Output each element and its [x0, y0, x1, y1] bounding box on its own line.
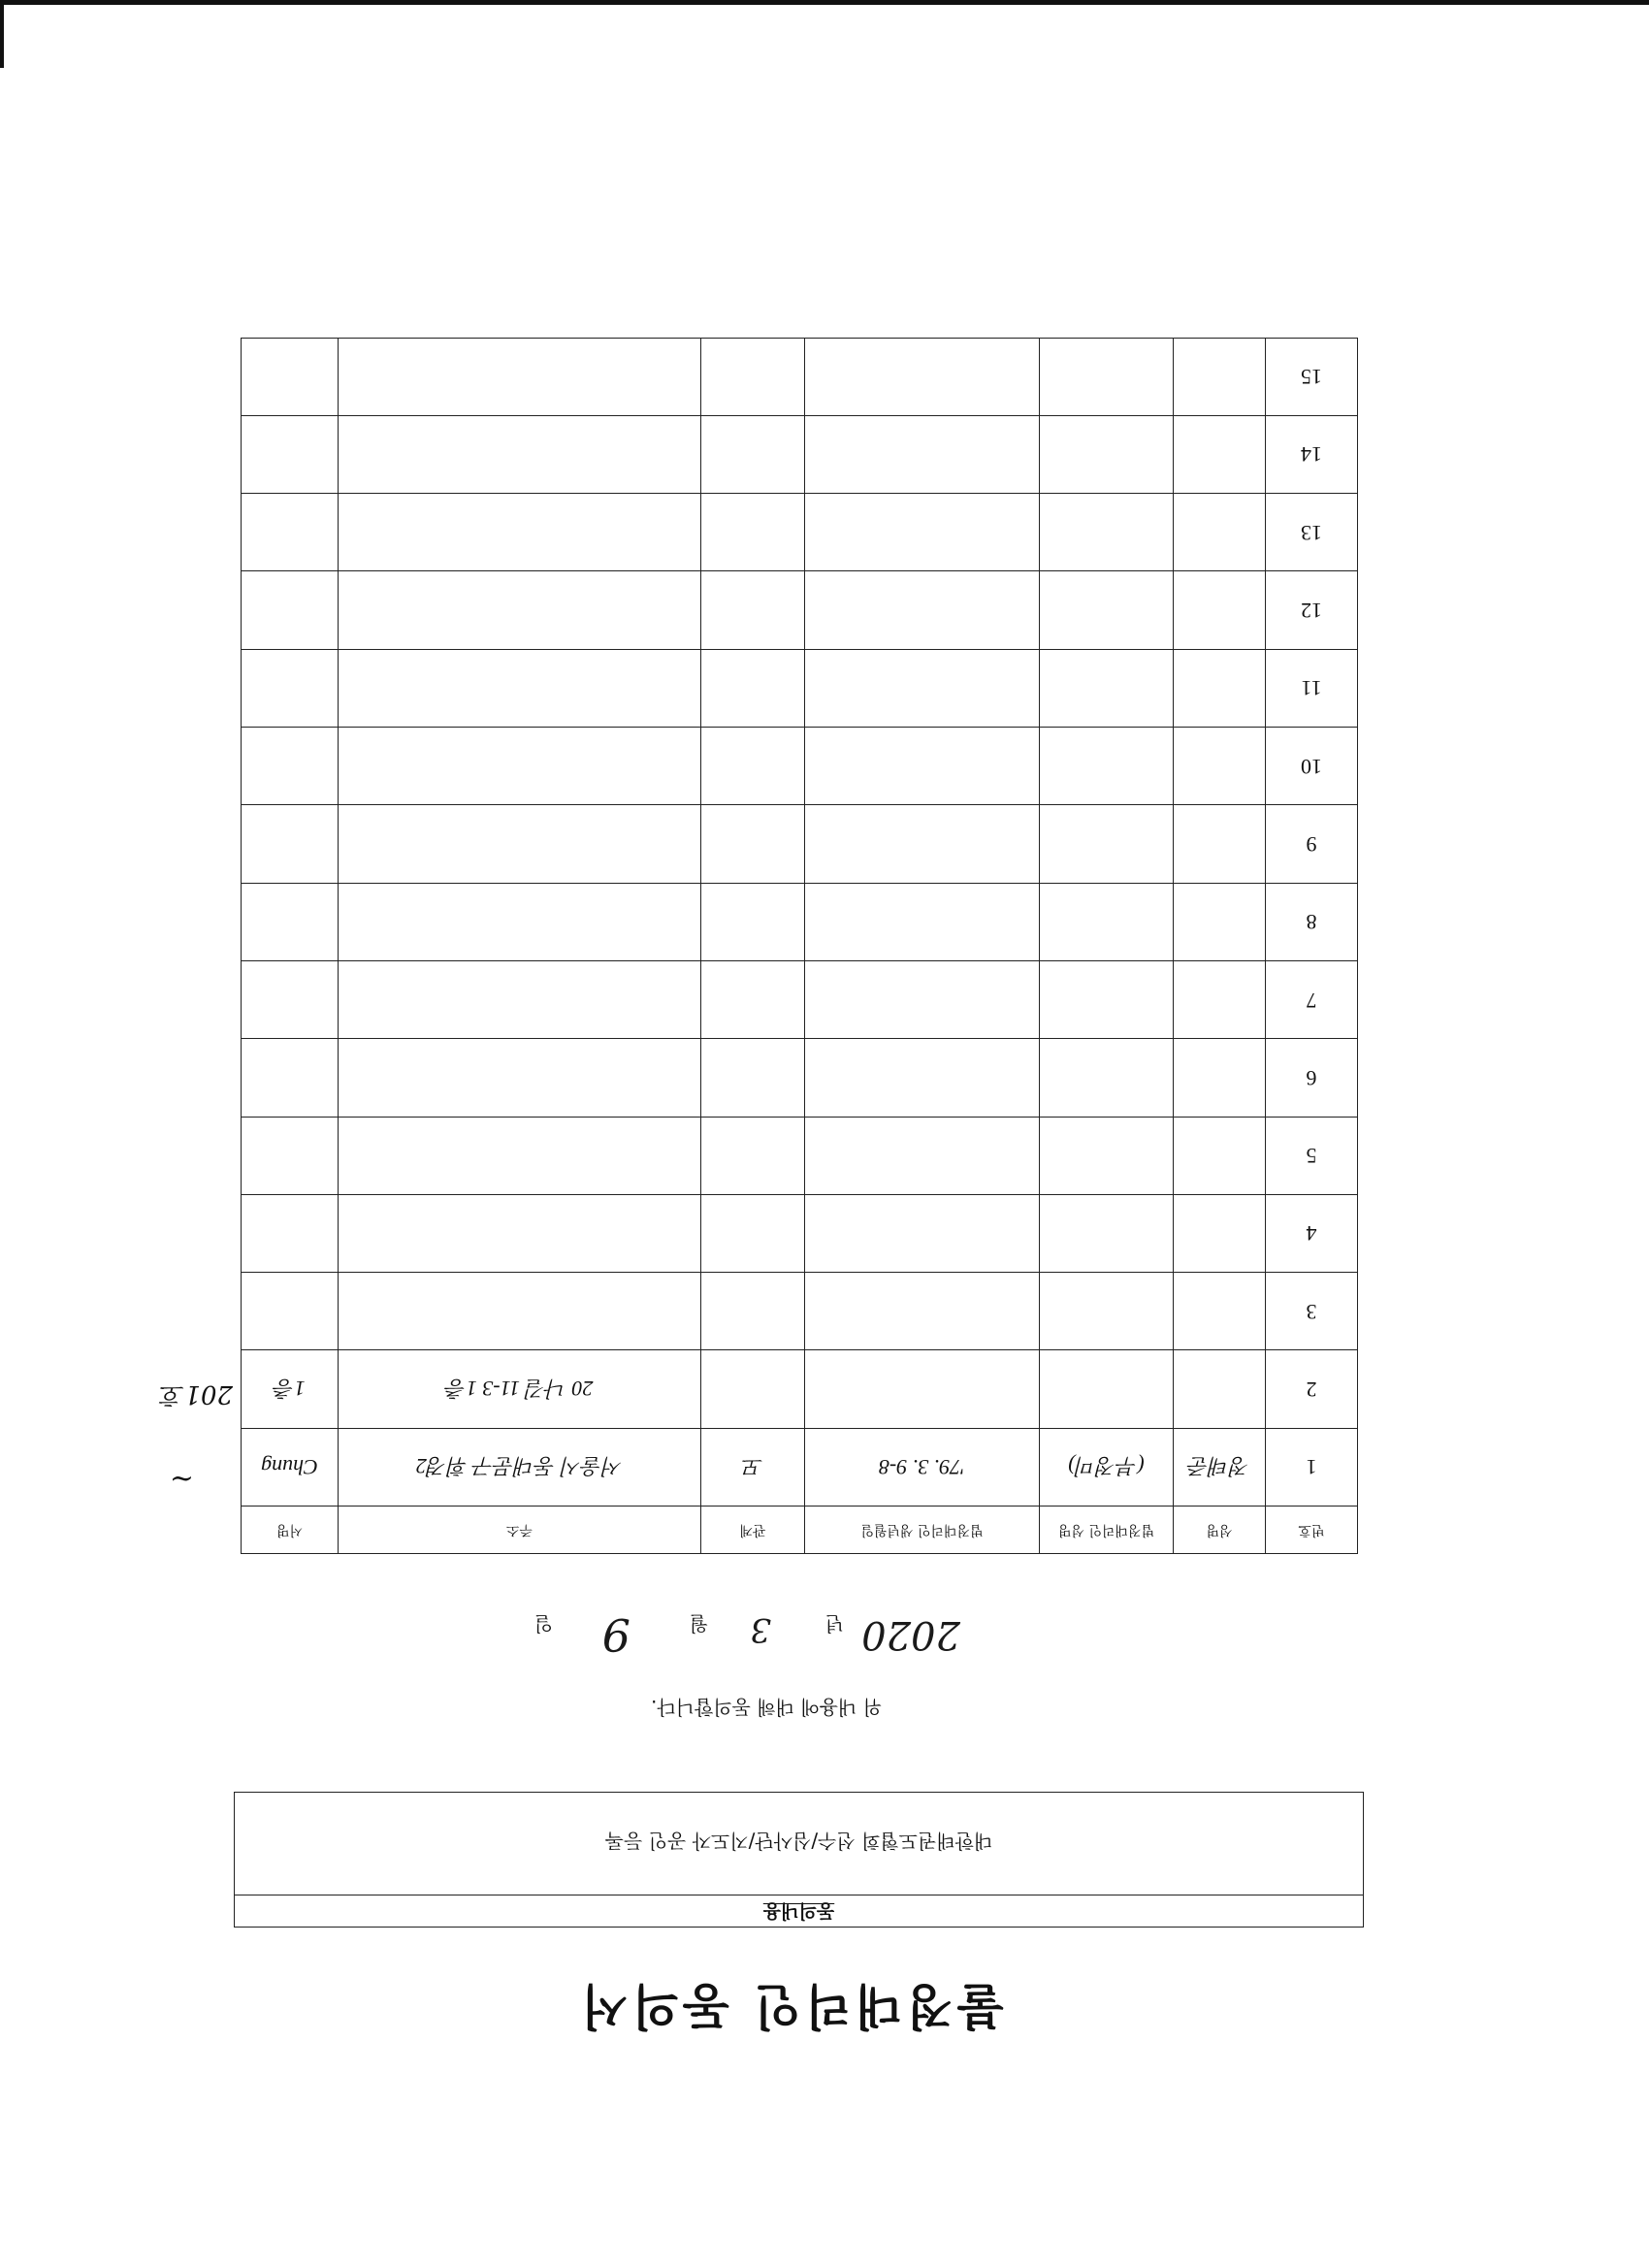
student-name-cell: [1174, 649, 1266, 727]
address-cell: [339, 1273, 701, 1350]
row-number-cell: 13: [1266, 494, 1358, 571]
guardian-birthdate-cell: [805, 883, 1040, 960]
relation-cell: [701, 728, 805, 805]
address-cell: [339, 415, 701, 493]
row-number-cell: 9: [1266, 805, 1358, 883]
row-number-cell: 3: [1266, 1273, 1358, 1350]
table-row: [242, 1117, 1358, 1194]
guardian-name-cell: [1040, 960, 1174, 1038]
relation-cell: [701, 338, 805, 415]
row-number-cell: 2: [1266, 1350, 1358, 1428]
address-cell: [339, 649, 701, 727]
signature-cell: 1층: [242, 1350, 339, 1428]
guardian-name-cell: [1040, 805, 1174, 883]
signature-cell: [242, 1273, 339, 1350]
relation-cell: [701, 960, 805, 1038]
relation-cell: [701, 805, 805, 883]
guardian-name-cell: [1040, 1039, 1174, 1117]
signature-overflow-mark: ~: [169, 1462, 194, 1496]
relation-cell: [701, 1273, 805, 1350]
table-row: [242, 1039, 1358, 1117]
guardian-name-cell: [1040, 415, 1174, 493]
guardian-name-cell: [1040, 494, 1174, 571]
relation-cell: [701, 494, 805, 571]
table-row: [242, 883, 1358, 960]
table-row: [242, 805, 1358, 883]
signature-cell: [242, 1117, 339, 1194]
row-number-cell: 12: [1266, 571, 1358, 649]
student-name-cell: [1174, 338, 1266, 415]
page-title: 불정대리인 동의서: [577, 1978, 1004, 2034]
header-signature: 서명: [242, 1507, 339, 1554]
relation-cell: 모: [701, 1428, 805, 1506]
student-name-cell: [1174, 1350, 1266, 1428]
date-year-unit: 년: [824, 1612, 844, 1636]
guardian-birthdate-cell: [805, 1273, 1040, 1350]
guardian-birthdate-cell: '79. 3. 9-8: [805, 1428, 1040, 1506]
row-number-cell: 7: [1266, 960, 1358, 1038]
student-name-cell: [1174, 728, 1266, 805]
table-row: [242, 338, 1358, 415]
guardian-birthdate-cell: [805, 649, 1040, 727]
guardian-name-cell: (부정미): [1040, 1428, 1174, 1506]
date-year: 2020: [861, 1612, 960, 1657]
signature-cell: [242, 728, 339, 805]
guardian-name-cell: [1040, 1194, 1174, 1272]
table-row: [242, 571, 1358, 649]
row-number-cell: 15: [1266, 338, 1358, 415]
row-number-cell: 1: [1266, 1428, 1358, 1506]
signature-cell: [242, 960, 339, 1038]
row-number-cell: 4: [1266, 1194, 1358, 1272]
row-number-cell: 10: [1266, 728, 1358, 805]
address-cell: [339, 883, 701, 960]
student-name-cell: [1174, 494, 1266, 571]
relation-cell: [701, 1350, 805, 1428]
date-month: 3: [750, 1610, 771, 1649]
guardian-birthdate-cell: [805, 494, 1040, 571]
guardian-birthdate-cell: [805, 1039, 1040, 1117]
relation-cell: [701, 571, 805, 649]
guardian-name-cell: [1040, 1273, 1174, 1350]
guardian-name-cell: [1040, 728, 1174, 805]
table-row: [242, 960, 1358, 1038]
guardian-birthdate-cell: [805, 960, 1040, 1038]
guardian-birthdate-cell: [805, 805, 1040, 883]
relation-cell: [701, 1117, 805, 1194]
student-name-cell: [1174, 883, 1266, 960]
student-name-cell: [1174, 805, 1266, 883]
signature-cell: [242, 883, 339, 960]
guardian-table: [241, 338, 1358, 1554]
address-cell: [339, 494, 701, 571]
table-row: [242, 728, 1358, 805]
row-number-cell: 5: [1266, 1117, 1358, 1194]
signature-cell: Chung: [242, 1428, 339, 1506]
row-number-cell: 6: [1266, 1039, 1358, 1117]
address-cell: [339, 805, 701, 883]
guardian-birthdate-cell: [805, 728, 1040, 805]
signature-cell: [242, 338, 339, 415]
student-name-cell: 정태준: [1174, 1428, 1266, 1506]
guardian-name-cell: [1040, 1350, 1174, 1428]
date-day-unit: 일: [534, 1612, 553, 1636]
guardian-birthdate-cell: [805, 415, 1040, 493]
address-cell: [339, 728, 701, 805]
date-day: 9: [601, 1608, 630, 1661]
header-relation: 관계: [701, 1507, 805, 1554]
guardian-birthdate-cell: [805, 1117, 1040, 1194]
signature-cell: [242, 649, 339, 727]
date-line: [485, 1599, 1028, 1661]
relation-cell: [701, 883, 805, 960]
relation-cell: [701, 415, 805, 493]
signature-cell: [242, 805, 339, 883]
relation-cell: [701, 1194, 805, 1272]
table-row: [242, 1194, 1358, 1272]
header-name: 성명: [1174, 1507, 1266, 1554]
signature-cell: [242, 494, 339, 571]
table-row: [242, 1273, 1358, 1350]
student-name-cell: [1174, 415, 1266, 493]
table-row: [242, 1350, 1358, 1428]
guardian-name-cell: [1040, 883, 1174, 960]
address-cell: [339, 1117, 701, 1194]
guardian-name-cell: [1040, 649, 1174, 727]
table-row: [242, 415, 1358, 493]
address-overflow-note: 201호: [160, 1379, 233, 1409]
guardian-name-cell: [1040, 338, 1174, 415]
address-cell: [339, 338, 701, 415]
guardian-name-cell: [1040, 571, 1174, 649]
header-guardian-birth: 법정대리인 생년월일: [805, 1507, 1040, 1554]
signature-cell: [242, 1039, 339, 1117]
row-number-cell: 8: [1266, 883, 1358, 960]
header-address: 주소: [339, 1507, 701, 1554]
signature-cell: [242, 571, 339, 649]
address-cell: 서울시 동대문구 휘경2: [339, 1428, 701, 1506]
relation-cell: [701, 649, 805, 727]
header-no: 번호: [1266, 1507, 1358, 1554]
consent-box: [234, 1792, 1364, 1928]
guardian-birthdate-cell: [805, 338, 1040, 415]
student-name-cell: [1174, 571, 1266, 649]
student-name-cell: [1174, 1039, 1266, 1117]
table-row: [242, 494, 1358, 571]
row-number-cell: 14: [1266, 415, 1358, 493]
relation-cell: [701, 1039, 805, 1117]
header-guardian-name: 법정대리인 성명: [1040, 1507, 1174, 1554]
student-name-cell: [1174, 1273, 1266, 1350]
guardian-birthdate-cell: [805, 571, 1040, 649]
signature-cell: [242, 415, 339, 493]
agree-statement: 위 내용에 대해 동의합니다.: [651, 1696, 882, 1719]
address-cell: [339, 1194, 701, 1272]
table-header-row: [242, 1507, 1358, 1554]
table-row: [242, 1428, 1358, 1506]
address-cell: [339, 1039, 701, 1117]
guardian-birthdate-cell: [805, 1194, 1040, 1272]
student-name-cell: [1174, 1194, 1266, 1272]
student-name-cell: [1174, 960, 1266, 1038]
row-number-cell: 11: [1266, 649, 1358, 727]
date-month-unit: 월: [689, 1612, 708, 1636]
consent-header: 동의내용: [235, 1895, 1363, 1927]
signature-cell: [242, 1194, 339, 1272]
guardian-name-cell: [1040, 1117, 1174, 1194]
address-cell: [339, 960, 701, 1038]
consent-text: 대한태권도협회 선수/심사단/지도자 공인 등록: [604, 1830, 993, 1854]
address-cell: [339, 571, 701, 649]
table-row: [242, 649, 1358, 727]
student-name-cell: [1174, 1117, 1266, 1194]
guardian-birthdate-cell: [805, 1350, 1040, 1428]
address-cell: 20 나길 11-3 1층: [339, 1350, 701, 1428]
